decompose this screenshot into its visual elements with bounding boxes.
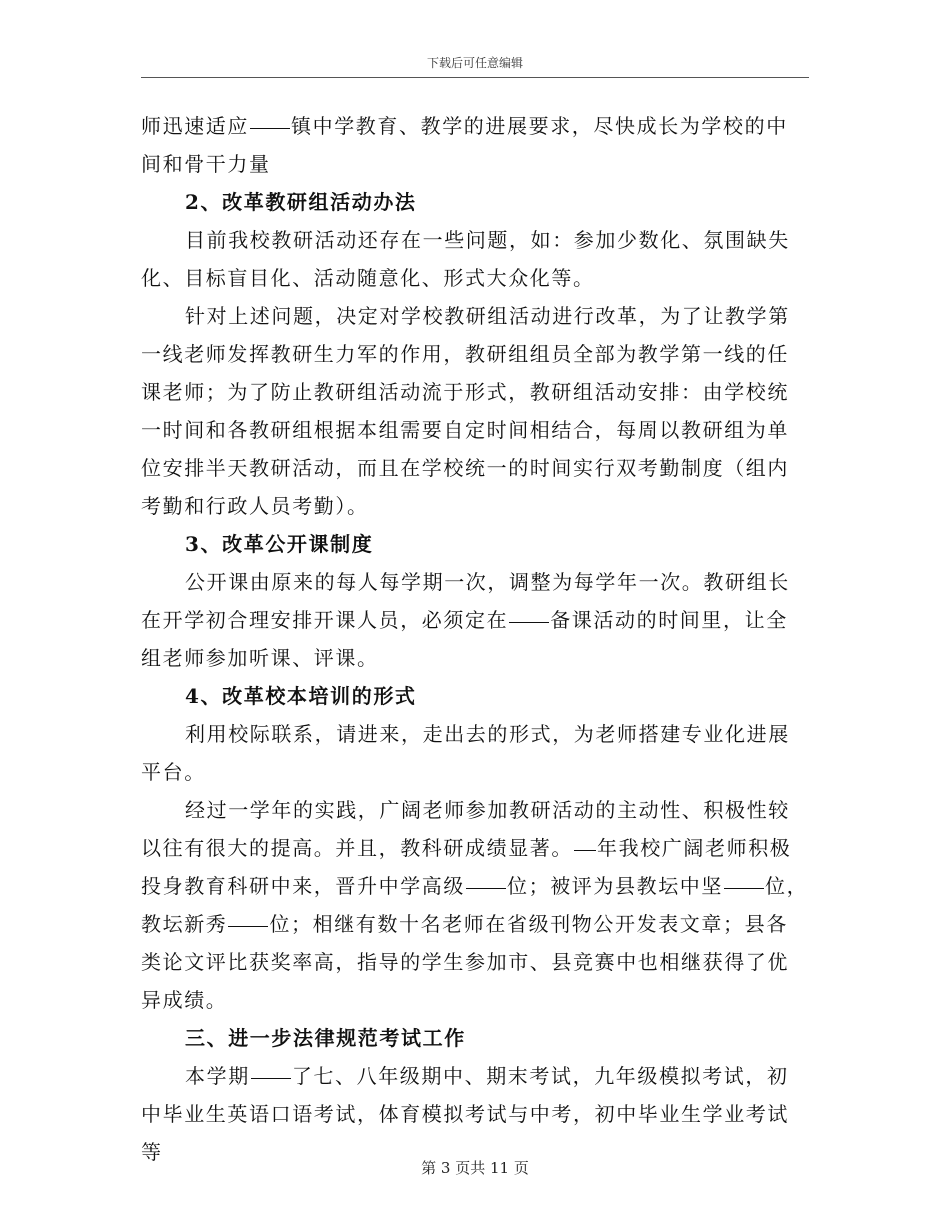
document-body — [141, 107, 809, 1171]
text-run: 镇中学教育、教学的进展要求，尽快成长为学校的中间和骨干力量 — [141, 114, 788, 176]
paragraph — [141, 1057, 809, 1171]
text-run: 了七、八年级期中、期末考试，九年级模拟考试，初中毕业生英语口语考试，体育模拟考试与中考，初中毕业生学业考试等 — [141, 1064, 789, 1164]
text-run: 位，教坛新秀 — [141, 874, 809, 936]
text-run: 师迅速适应 — [141, 114, 249, 138]
page-header: 下载后可任意编辑 — [426, 56, 523, 70]
text-run: 备课活动的时间里，让全组老师参加听课、评课。 — [141, 608, 788, 670]
fill-blank — [228, 925, 268, 927]
fill-blank — [250, 127, 290, 129]
text-run: 经过一学年的实践，广阔老师参加教研活动的主动性、积极性较以往有很大的提高。并且，教科研成绩显著。 — [141, 798, 790, 860]
paragraph-continuation — [141, 107, 809, 183]
fill-blank — [509, 621, 549, 623]
text-run: 位；相继有数十名老师在省级刊物公开发表文章；县各类论文评比获奖率高，指导的学生参加市、县竞赛中也相继获得了优异成绩。 — [141, 912, 789, 1012]
paragraph: 目前我校教研活动还存在一些问题，如：参加少数化、氛围缺失化、目标盲目化、活动随意化、形式大众化等。 — [141, 228, 790, 290]
paragraph: 利用校际联系，请进来，走出去的形式，为老师搭建专业化进展平台。 — [141, 722, 790, 784]
text-run: 年我校广阔老师积极投身教育科研中来，晋升中学高级 — [141, 836, 792, 898]
fill-blank — [724, 887, 764, 889]
section-heading: 三、进一步法律规范考试工作 — [185, 1026, 466, 1050]
paragraph — [141, 563, 809, 677]
paragraph: 针对上述问题，决定对学校教研组活动进行改革，为了让教学第一线老师发挥教研生力军的作用，教研组组员全部为教学第一线的任课老师；为了防止教研组活动流于形式，教研组活动安排：由学校统一时间和各教研组根据本组需要自定时间相结合，每周以教研组为单位安排半天教研活动，而且在学校统一的时间实行双考勤制度（组内考勤和行政人员考勤）。 — [141, 304, 790, 518]
text-run: 位；被评为县教坛中坚 — [507, 874, 723, 898]
text-run: 本学期 — [185, 1064, 250, 1088]
page-footer: 第 3 页共 11 页 — [421, 1159, 529, 1177]
section-heading: 3、改革公开课制度 — [185, 532, 374, 556]
paragraph — [141, 791, 809, 1019]
fill-blank — [251, 1077, 291, 1079]
section-heading: 4、改革校本培训的形式 — [185, 684, 417, 708]
section-heading: 2、改革教研组活动办法 — [185, 190, 417, 214]
header-divider — [141, 77, 809, 78]
fill-blank — [574, 849, 596, 851]
fill-blank — [466, 887, 506, 889]
text-run: 公开课由原来的每人每学期一次，调整为每学年一次。教研组长在开学初合理安排开课人员，必须定在 — [141, 570, 790, 632]
